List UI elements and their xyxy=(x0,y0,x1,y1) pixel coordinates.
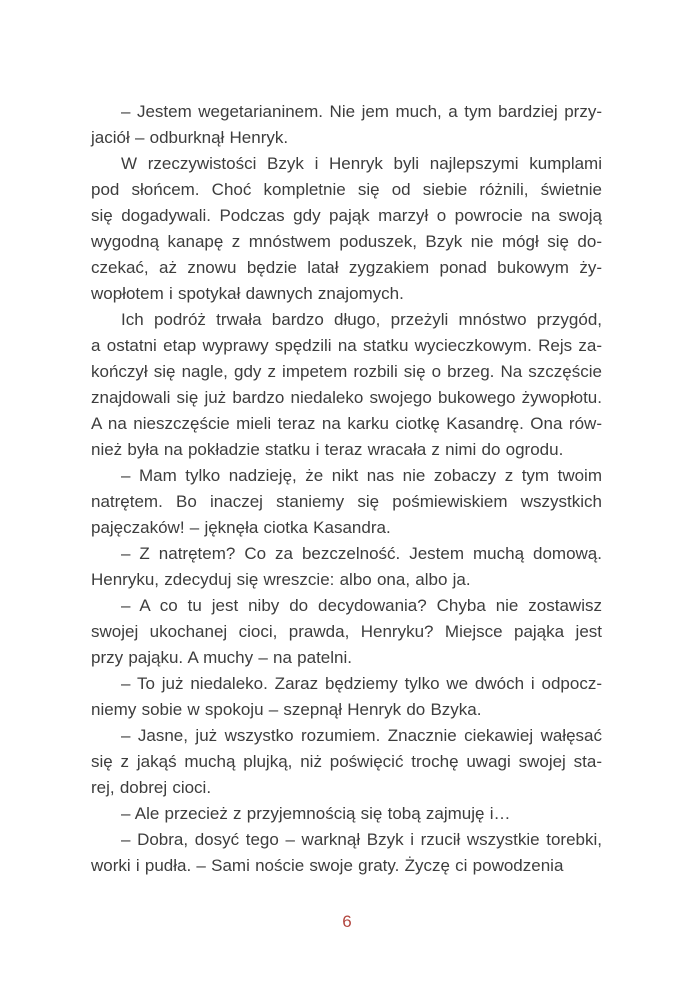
text-line: A na nieszczęście mieli teraz na karku ciotkę Kasandrę. Ona rów- xyxy=(91,414,602,433)
text-line: jaciół – odburknął Henryk. xyxy=(91,128,289,147)
text-line: natrętem. Bo inaczej staniemy się pośmiewiskiem wszystkich xyxy=(91,492,602,511)
page-number: 6 xyxy=(342,912,352,931)
text-line: – Dobra, dosyć tego – warknął Bzyk i rzucił wszystkie torebki, xyxy=(121,830,602,849)
paragraph xyxy=(91,151,602,307)
text-line: rej, dobrej cioci. xyxy=(91,778,212,797)
text-line: – Ale przecież z przyjemnością się tobą zajmuję i… xyxy=(121,804,511,823)
paragraph xyxy=(91,593,602,671)
text-line: – Jasne, już wszystko rozumiem. Znacznie ciekawiej wałęsać xyxy=(121,726,602,745)
text-line: pod słońcem. Choć kompletnie się od siebie różnili, świetnie xyxy=(91,180,602,199)
text-line: się z jakąś muchą plujką, niż poświęcić trochę uwagi swojej sta- xyxy=(91,752,602,771)
text-line: Ich podróż trwała bardzo długo, przeżyli mnóstwo przygód, xyxy=(121,310,602,329)
text-line: pajęczaków! – jęknęła ciotka Kasandra. xyxy=(91,518,391,537)
text-line: znajdowali się już bardzo niedaleko swojego bukowego żywopłotu. xyxy=(91,388,602,407)
text-line: czekać, aż znowu będzie latał zygzakiem ponad bukowym ży- xyxy=(91,258,602,277)
text-line: Henryku, zdecyduj się wreszcie: albo ona, albo ja. xyxy=(91,570,471,589)
paragraph xyxy=(91,99,602,151)
paragraph xyxy=(91,801,602,827)
text-line: W rzeczywistości Bzyk i Henryk byli najlepszymi kumplami xyxy=(121,154,602,173)
text-line: – Jestem wegetarianinem. Nie jem much, a tym bardziej przy- xyxy=(121,102,602,121)
text-line: – A co tu jest niby do decydowania? Chyba nie zostawisz xyxy=(121,596,602,615)
text-line: nież była na pokładzie statku i teraz wracała z nimi do ogrodu. xyxy=(91,440,564,459)
paragraph xyxy=(91,827,602,879)
text-line: – Z natrętem? Co za bezczelność. Jestem muchą domową. xyxy=(121,544,602,563)
text-line: worki i pudła. – Sami noście swoje graty. Życzę ci powodzenia xyxy=(91,856,564,875)
text-line: – Mam tylko nadzieję, że nikt nas nie zobaczy z tym twoim xyxy=(121,466,602,485)
text-line: – To już niedaleko. Zaraz będziemy tylko we dwóch i odpocz- xyxy=(121,674,602,693)
text-line: się dogadywali. Podczas gdy pająk marzył o powrocie na swoją xyxy=(91,206,602,225)
paragraph xyxy=(91,671,602,723)
text-line: swojej ukochanej cioci, prawda, Henryku? Miejsce pająka jest xyxy=(91,622,602,641)
text-line: przy pająku. A muchy – na patelni. xyxy=(91,648,352,667)
text-line: kończył się nagle, gdy z impetem rozbili się o brzeg. Na szczęście xyxy=(91,362,602,381)
paragraph xyxy=(91,307,602,463)
text-line: niemy sobie w spokoju – szepnął Henryk do Bzyka. xyxy=(91,700,482,719)
page-text xyxy=(91,99,602,879)
paragraph xyxy=(91,463,602,541)
paragraph xyxy=(91,723,602,801)
paragraph xyxy=(91,541,602,593)
text-line: a ostatni etap wyprawy spędzili na statku wycieczkowym. Rejs za- xyxy=(91,336,602,355)
text-line: wopłotem i spotykał dawnych znajomych. xyxy=(91,284,404,303)
text-line: wygodną kanapę z mnóstwem poduszek, Bzyk nie mógł się do- xyxy=(91,232,602,251)
